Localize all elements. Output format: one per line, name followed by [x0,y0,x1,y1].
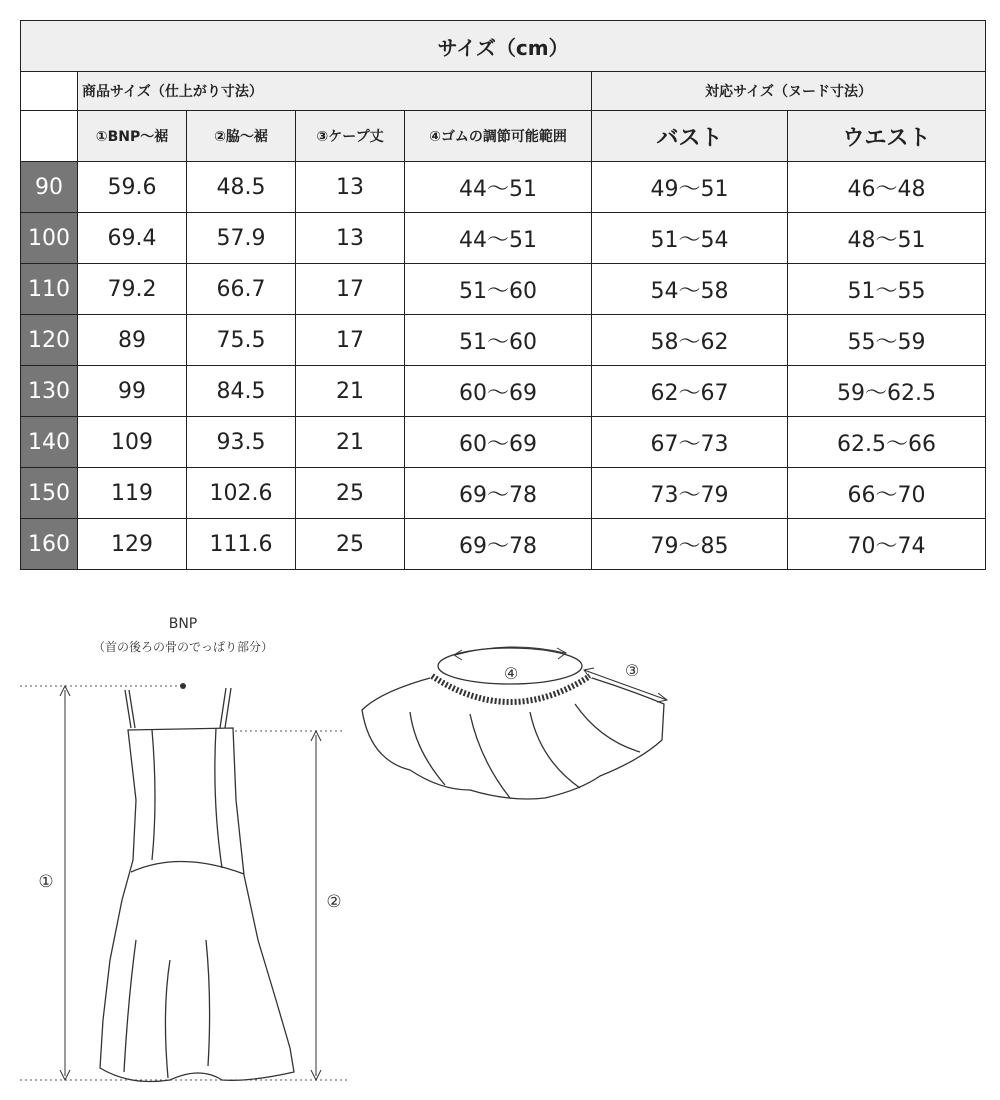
bnp-point-icon [180,683,186,689]
group-product-size: 商品サイズ（仕上がり寸法） [78,72,592,111]
row-size-label: 130 [21,366,78,417]
bnp-note: （首の後ろの骨のでっぱり部分） [92,640,274,654]
table-cell: 60～69 [405,366,592,417]
row-size-label: 90 [21,162,78,213]
row-size-label: 140 [21,417,78,468]
table-cell: 99 [78,366,187,417]
table-cell: 48～51 [788,213,986,264]
table-cell: 44～51 [405,213,592,264]
table-cell: 13 [296,162,405,213]
table-cell: 119 [78,468,187,519]
table-cell: 25 [296,519,405,570]
table-cell: 58～62 [592,315,788,366]
table-cell: 57.9 [187,213,296,264]
col-header-bnp-hem: ①BNP～裾 [78,111,187,162]
table-cell: 129 [78,519,187,570]
table-row [21,519,986,570]
table-cell: 69.4 [78,213,187,264]
corner-cell [21,72,78,111]
table-cell: 89 [78,315,187,366]
table-row [21,366,986,417]
table-cell: 73～79 [592,468,788,519]
table-cell: 70～74 [788,519,986,570]
table-cell: 59～62.5 [788,366,986,417]
table-cell: 79.2 [78,264,187,315]
table-cell: 62.5～66 [788,417,986,468]
table-cell: 84.5 [187,366,296,417]
table-cell: 69～78 [405,468,592,519]
table-cell: 25 [296,468,405,519]
table-row [21,315,986,366]
table-row [21,213,986,264]
table-cell: 109 [78,417,187,468]
table-row [21,468,986,519]
table-cell: 46～48 [788,162,986,213]
col-header-waist: ウエスト [788,111,986,162]
row-size-label: 120 [21,315,78,366]
table-cell: 51～54 [592,213,788,264]
row-size-label: 150 [21,468,78,519]
table-cell: 21 [296,366,405,417]
table-cell: 67～73 [592,417,788,468]
size-table [20,20,986,570]
col-header-bust: バスト [592,111,788,162]
table-cell: 66～70 [788,468,986,519]
table-cell: 93.5 [187,417,296,468]
table-cell: 17 [296,264,405,315]
corner-cell [21,111,78,162]
table-cell: 66.7 [187,264,296,315]
table-cell: 51～55 [788,264,986,315]
bnp-label: BNP [168,616,198,632]
table-cell: 75.5 [187,315,296,366]
row-size-label: 100 [21,213,78,264]
marker-4-label: ④ [503,664,519,683]
marker-2-label: ② [326,892,342,912]
table-cell: 48.5 [187,162,296,213]
table-cell: 44～51 [405,162,592,213]
dress-illustration [100,688,294,1082]
table-cell: 13 [296,213,405,264]
table-cell: 59.6 [78,162,187,213]
col-header-cape-length: ③ケープ丈 [296,111,405,162]
col-header-elastic-range: ④ゴムの調節可能範囲 [405,111,592,162]
table-row [21,162,986,213]
table-cell: 55～59 [788,315,986,366]
table-title: サイズ（cm） [21,21,986,72]
table-cell: 51～60 [405,315,592,366]
table-cell: 54～58 [592,264,788,315]
table-cell: 62～67 [592,366,788,417]
table-cell: 79～85 [592,519,788,570]
table-cell: 51～60 [405,264,592,315]
table-cell: 102.6 [187,468,296,519]
table-cell: 21 [296,417,405,468]
col-header-side-hem: ②脇～裾 [187,111,296,162]
measurement-diagram [0,600,1000,1100]
group-body-size: 対応サイズ（ヌード寸法） [592,72,986,111]
table-cell: 17 [296,315,405,366]
table-row [21,264,986,315]
table-cell: 111.6 [187,519,296,570]
measure-3-arrow-right-icon [657,693,667,702]
row-size-label: 110 [21,264,78,315]
table-cell: 60～69 [405,417,592,468]
table-row [21,417,986,468]
table-cell: 49～51 [592,162,788,213]
table-cell: 69～78 [405,519,592,570]
marker-3-label: ③ [624,661,640,680]
row-size-label: 160 [21,519,78,570]
marker-1-label: ① [38,872,54,892]
